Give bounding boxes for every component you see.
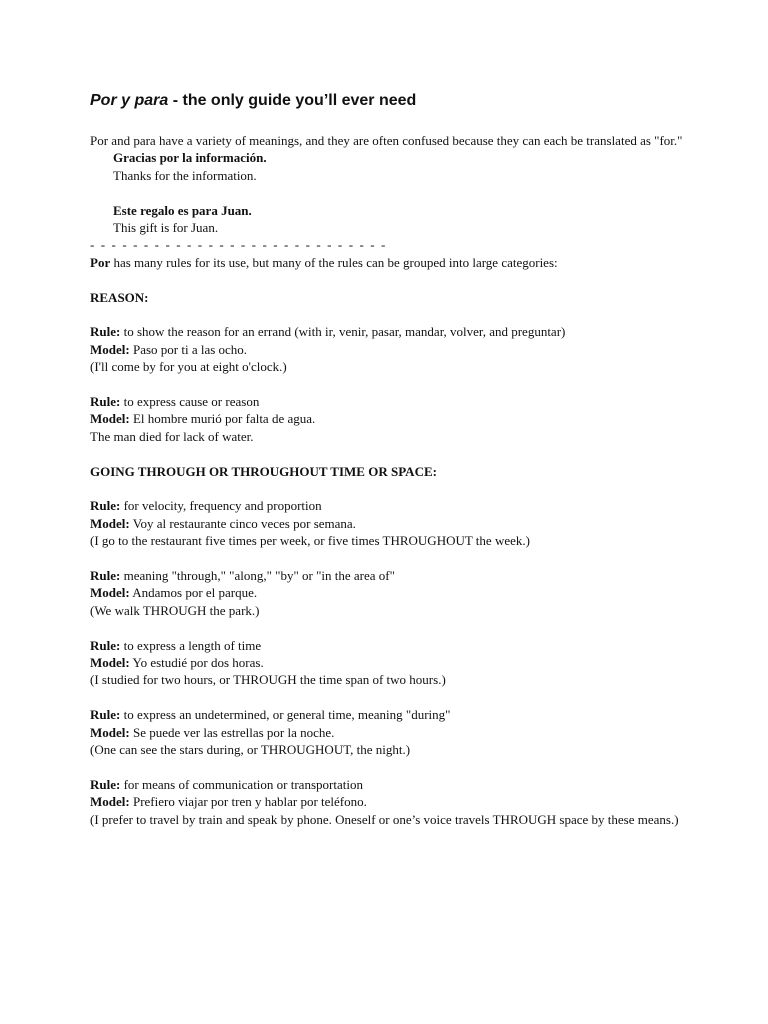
translation-line: (I go to the restaurant five times per week, or five times THROUGHOUT the week.) <box>90 533 530 549</box>
model-line <box>90 724 700 741</box>
model-line <box>90 793 700 810</box>
intro-paragraph: Por and para have a variety of meanings, and they are often confused because they can each be translated as "for." <box>90 133 683 148</box>
model-line <box>90 410 700 427</box>
rule-label: Rule: <box>90 324 121 340</box>
rule-text: for means of communication or transportation <box>120 776 363 792</box>
model-line <box>90 341 700 358</box>
rule-label: Rule: <box>90 776 121 792</box>
page-title <box>90 90 700 112</box>
spacer <box>90 689 700 706</box>
spacer <box>90 550 700 567</box>
model-text: Voy al restaurante cinco veces por semana. <box>129 515 356 531</box>
example-english: This gift is for Juan. <box>113 220 219 236</box>
rule-block <box>90 323 700 375</box>
model-label: Model: <box>90 724 130 740</box>
rule-label: Rule: <box>90 498 121 514</box>
spacer <box>90 619 700 636</box>
model-text: Paso por ti a las ocho. <box>129 341 248 357</box>
translation-line: (I studied for two hours, or THROUGH the time span of two hours.) <box>90 672 446 688</box>
por-intro-text: has many rules for its use, but many of the rules can be grouped into large categories: <box>110 254 558 270</box>
model-text: Yo estudié por dos horas. <box>129 655 264 671</box>
model-text: Prefiero viajar por tren y hablar por teléfono. <box>129 794 367 810</box>
rule-label: Rule: <box>90 568 121 584</box>
rule-line <box>90 567 700 584</box>
por-intro <box>90 254 700 271</box>
rule-line <box>90 323 700 340</box>
rule-block <box>90 497 700 549</box>
rule-text: for velocity, frequency and proportion <box>120 498 322 514</box>
rule-label: Rule: <box>90 707 121 723</box>
spacer <box>90 758 700 775</box>
spacer <box>90 306 700 323</box>
rule-line <box>90 706 700 723</box>
rule-line <box>90 497 700 514</box>
rule-block <box>90 567 700 619</box>
rule-block <box>90 637 700 689</box>
title-rest: - the only guide you’ll ever need <box>168 92 417 109</box>
rule-line <box>90 776 700 793</box>
example-spanish: Gracias por la información. <box>113 150 267 166</box>
example-english: Thanks for the information. <box>113 167 257 183</box>
dashed-divider: - - - - - - - - - - - - - - - - - - - - - - - - - - - - <box>90 237 387 253</box>
rule-text: to express cause or reason <box>120 394 260 410</box>
model-text: Se puede ver las estrellas por la noche. <box>129 724 335 740</box>
model-text: Andamos por el parque. <box>129 585 258 601</box>
document-page <box>90 90 700 828</box>
translation-line: The man died for lack of water. <box>90 428 254 444</box>
model-label: Model: <box>90 411 130 427</box>
example-1 <box>113 149 700 184</box>
rule-label: Rule: <box>90 637 121 653</box>
rule-label: Rule: <box>90 394 121 410</box>
spacer <box>90 184 700 201</box>
model-label: Model: <box>90 794 130 810</box>
translation-line: (One can see the stars during, or THROUGHOUT, the night.) <box>90 742 411 758</box>
spacer <box>90 480 700 497</box>
translation-line: (We walk THROUGH the park.) <box>90 602 260 618</box>
example-spanish: Este regalo es para Juan. <box>113 202 252 218</box>
spacer <box>90 445 700 462</box>
model-label: Model: <box>90 585 130 601</box>
rule-block <box>90 776 700 828</box>
section-heading: GOING THROUGH OR THROUGHOUT TIME OR SPACE: <box>90 463 437 479</box>
section-heading: REASON: <box>90 289 149 305</box>
rule-block <box>90 706 700 758</box>
translation-line: (I'll come by for you at eight o'clock.) <box>90 359 287 375</box>
title-italic: Por y para <box>90 92 169 109</box>
por-word: Por <box>90 254 111 270</box>
model-label: Model: <box>90 515 130 531</box>
model-label: Model: <box>90 341 130 357</box>
model-text: El hombre murió por falta de agua. <box>129 411 316 427</box>
model-label: Model: <box>90 655 130 671</box>
example-2 <box>113 202 700 237</box>
rule-text: to express an undetermined, or general time, meaning "during" <box>120 707 451 723</box>
model-line <box>90 584 700 601</box>
rule-text: to show the reason for an errand (with ir, venir, pasar, mandar, volver, and preguntar) <box>120 324 566 340</box>
rule-block <box>90 393 700 445</box>
rule-line <box>90 637 700 654</box>
model-line <box>90 515 700 532</box>
model-line <box>90 654 700 671</box>
rule-text: meaning "through," "along," "by" or "in the area of" <box>120 568 395 584</box>
spacer <box>90 376 700 393</box>
spacer <box>90 271 700 288</box>
rule-text: to express a length of time <box>120 637 262 653</box>
rule-line <box>90 393 700 410</box>
translation-line: (I prefer to travel by train and speak by phone. Oneself or one’s voice travels THROUGH space by these means.) <box>90 811 679 827</box>
